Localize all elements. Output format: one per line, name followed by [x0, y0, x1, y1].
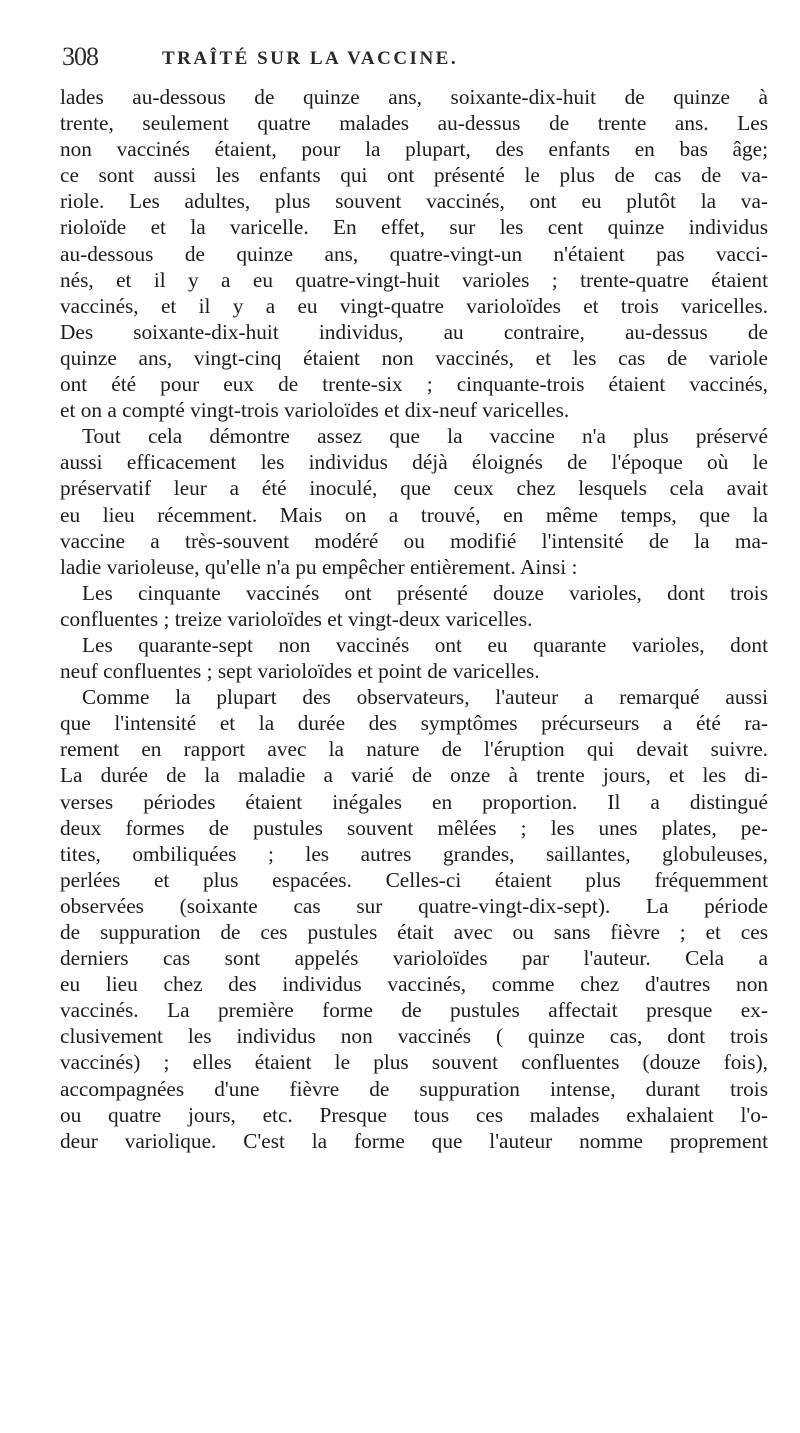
text-line: et on a compté vingt-trois varioloïdes et dix-neuf varicelles. [60, 398, 570, 423]
text-line: aussi efficacement les individus déjà éloignés de l'époque où le [60, 450, 768, 475]
text-line: vaccine a très-souvent modéré ou modifié l'intensité de la ma- [60, 528, 768, 553]
text-line: ce sont aussi les enfants qui ont présenté le plus de cas de va- [60, 163, 768, 188]
text-line: que l'intensité et la durée des symptômes précurseurs a été ra- [60, 711, 768, 736]
text-line: lades au-dessous de quinze ans, soixante-dix-huit de quinze à [60, 85, 768, 109]
text-line: riole. Les adultes, plus souvent vaccinés, ont eu plutôt la va- [60, 189, 768, 214]
text-line: La durée de la maladie a varié de onze à trente jours, et les di- [60, 763, 768, 788]
text-line: deur variolique. C'est la forme que l'auteur nomme proprement [60, 1128, 768, 1153]
text-line: préservatif leur a été inoculé, que ceux chez lesquels cela avait [60, 476, 768, 501]
text-line: eu lieu récemment. Mais on a trouvé, en même temps, que la [60, 502, 768, 527]
text-line: neuf confluentes ; sept varioloïdes et point de varicelles. [60, 659, 540, 684]
text-line: Les quarante-sept non vaccinés ont eu quarante varioles, dont [82, 632, 768, 657]
text-line: ont été pour eux de trente-six ; cinquante-trois étaient vaccinés, [60, 372, 768, 397]
text-line: Tout cela démontre assez que la vaccine n'a plus préservé [82, 424, 768, 449]
text-line: au-dessous de quinze ans, quatre-vingt-un n'étaient pas vacci- [60, 241, 768, 266]
text-line: rement en rapport avec la nature de l'éruption qui devait suivre. [60, 737, 768, 762]
text-line: tites, ombiliquées ; les autres grandes, saillantes, globuleuses, [60, 841, 768, 866]
running-head: TRAÎTÉ SUR LA VACCINE. [162, 48, 459, 69]
text-line: trente, seulement quatre malades au-dessus de trente ans. Les [60, 111, 768, 136]
body-text [60, 84, 768, 1154]
text-line: confluentes ; treize varioloïdes et vingt-deux varicelles. [60, 606, 533, 631]
text-line: perlées et plus espacées. Celles-ci étaient plus fréquemment [60, 867, 768, 892]
text-line: vaccinés. La première forme de pustules affectait presque ex- [60, 998, 768, 1023]
text-line: deux formes de pustules souvent mêlées ; les unes plates, pe- [60, 815, 768, 840]
text-line: rioloïde et la varicelle. En effet, sur les cent quinze individus [60, 215, 768, 240]
text-line: vaccinés) ; elles étaient le plus souvent confluentes (douze fois), [60, 1050, 768, 1075]
text-line: accompagnées d'une fièvre de suppuration intense, durant trois [60, 1076, 768, 1101]
text-line: vaccinés, et il y a eu vingt-quatre varioloïdes et trois varicelles. [60, 293, 768, 318]
text-line: observées (soixante cas sur quatre-vingt-dix-sept). La période [60, 893, 768, 918]
text-line: ou quatre jours, etc. Presque tous ces malades exhalaient l'o- [60, 1102, 768, 1127]
page-header [62, 42, 762, 78]
text-line: Des soixante-dix-huit individus, au contraire, au-dessus de [60, 319, 768, 344]
page-number: 308 [62, 42, 98, 71]
text-line: Les cinquante vaccinés ont présenté douze varioles, dont trois [82, 580, 768, 605]
text-line: eu lieu chez des individus vaccinés, comme chez d'autres non [60, 972, 768, 997]
text-line: de suppuration de ces pustules était avec ou sans fièvre ; et ces [60, 920, 768, 944]
text-line: quinze ans, vingt-cinq étaient non vaccinés, et les cas de variole [60, 345, 768, 370]
text-line: clusivement les individus non vaccinés ( quinze cas, dont trois [60, 1024, 768, 1049]
text-line: verses périodes étaient inégales en proportion. Il a distingué [60, 789, 768, 814]
text-line: nés, et il y a eu quatre-vingt-huit varioles ; trente-quatre étaient [60, 267, 768, 292]
text-line: ladie varioleuse, qu'elle n'a pu empêcher entièrement. Ainsi : [60, 554, 578, 579]
text-line: Comme la plupart des observateurs, l'auteur a remarqué aussi [82, 685, 768, 710]
text-line: derniers cas sont appelés varioloïdes par l'auteur. Cela a [60, 946, 768, 971]
text-line: non vaccinés étaient, pour la plupart, des enfants en bas âge; [60, 137, 768, 162]
